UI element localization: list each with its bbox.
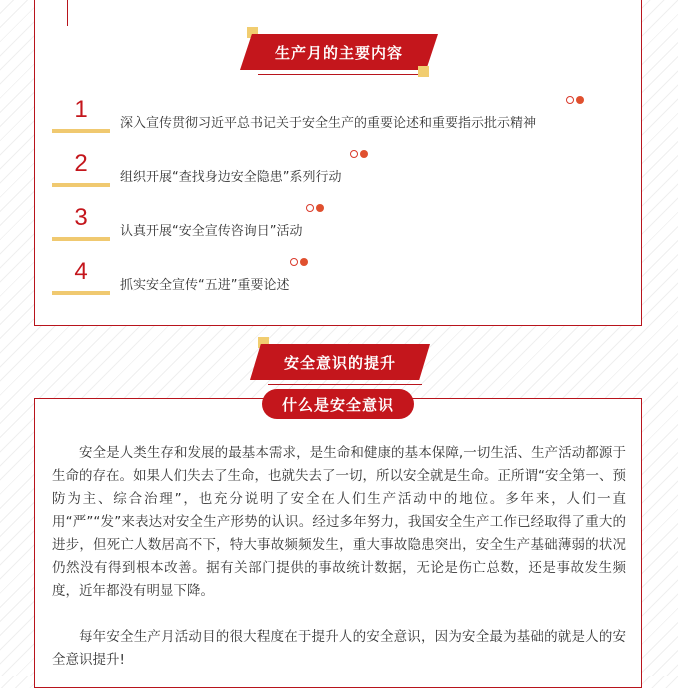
list-item (52, 258, 612, 304)
decorative-divider (258, 74, 428, 75)
body-paragraph: 安全是人类生存和发展的最基本需求，是生命和健康的基本保障,一切生活、生产活动都源于生命的存在。如果人们失去了生命，也就失去了一切，所以安全就是生命。正所谓“安全第一、预防为主、综合治理”，也充分说明了安全在人们生产活动中的地位。多年来，人们一直用“严”“发”来表达对安全生产形势的认识。经过多年努力，我国安全生产工作已经取得了重大的进步，但死亡人数居高不下，特大事故频频发生，重大事故隐患突出，安全生产基础薄弱的状况仍然没有得到根本改善。据有关部门提供的事故统计数据，无论是伤亡总数，还是事故发生频度，近年都没有明显下降。 (52, 445, 626, 599)
item-number: 3 (74, 204, 88, 231)
dots-icon (350, 150, 370, 160)
item-number: 4 (74, 258, 88, 285)
list-item (52, 204, 612, 250)
dots-icon (306, 204, 326, 214)
body-paragraph: 每年安全生产月活动目的很大程度在于提升人的安全意识，因为安全最为基础的就是人的安全意识提升! (52, 629, 626, 668)
item-text: 抓实安全宣传“五进”重要论述 (120, 278, 290, 293)
number-underline (52, 291, 110, 295)
dots-icon (290, 258, 310, 268)
decorative-divider (67, 0, 68, 26)
item-text: 组织开展“查找身边安全隐患”系列行动 (120, 170, 342, 185)
item-text: 深入宣传贯彻习近平总书记关于安全生产的重要论述和重要指示批示精神 (120, 116, 537, 131)
item-number: 1 (74, 96, 88, 123)
subtitle-badge: 什么是安全意识 (262, 389, 414, 419)
section-title: 生产月的主要内容 (274, 43, 403, 62)
number-underline (52, 237, 110, 241)
number-underline (52, 183, 110, 187)
dots-icon (566, 96, 586, 106)
number-underline (52, 129, 110, 133)
section-banner (240, 34, 438, 70)
item-text: 认真开展“安全宣传咨询日”活动 (120, 224, 303, 239)
section-title: 安全意识的提升 (283, 353, 396, 372)
item-number: 2 (74, 150, 88, 177)
section-banner (250, 344, 430, 380)
list-item (52, 96, 612, 142)
banner-accent-square (418, 66, 429, 77)
decorative-divider (268, 384, 422, 385)
list-item (52, 150, 612, 196)
